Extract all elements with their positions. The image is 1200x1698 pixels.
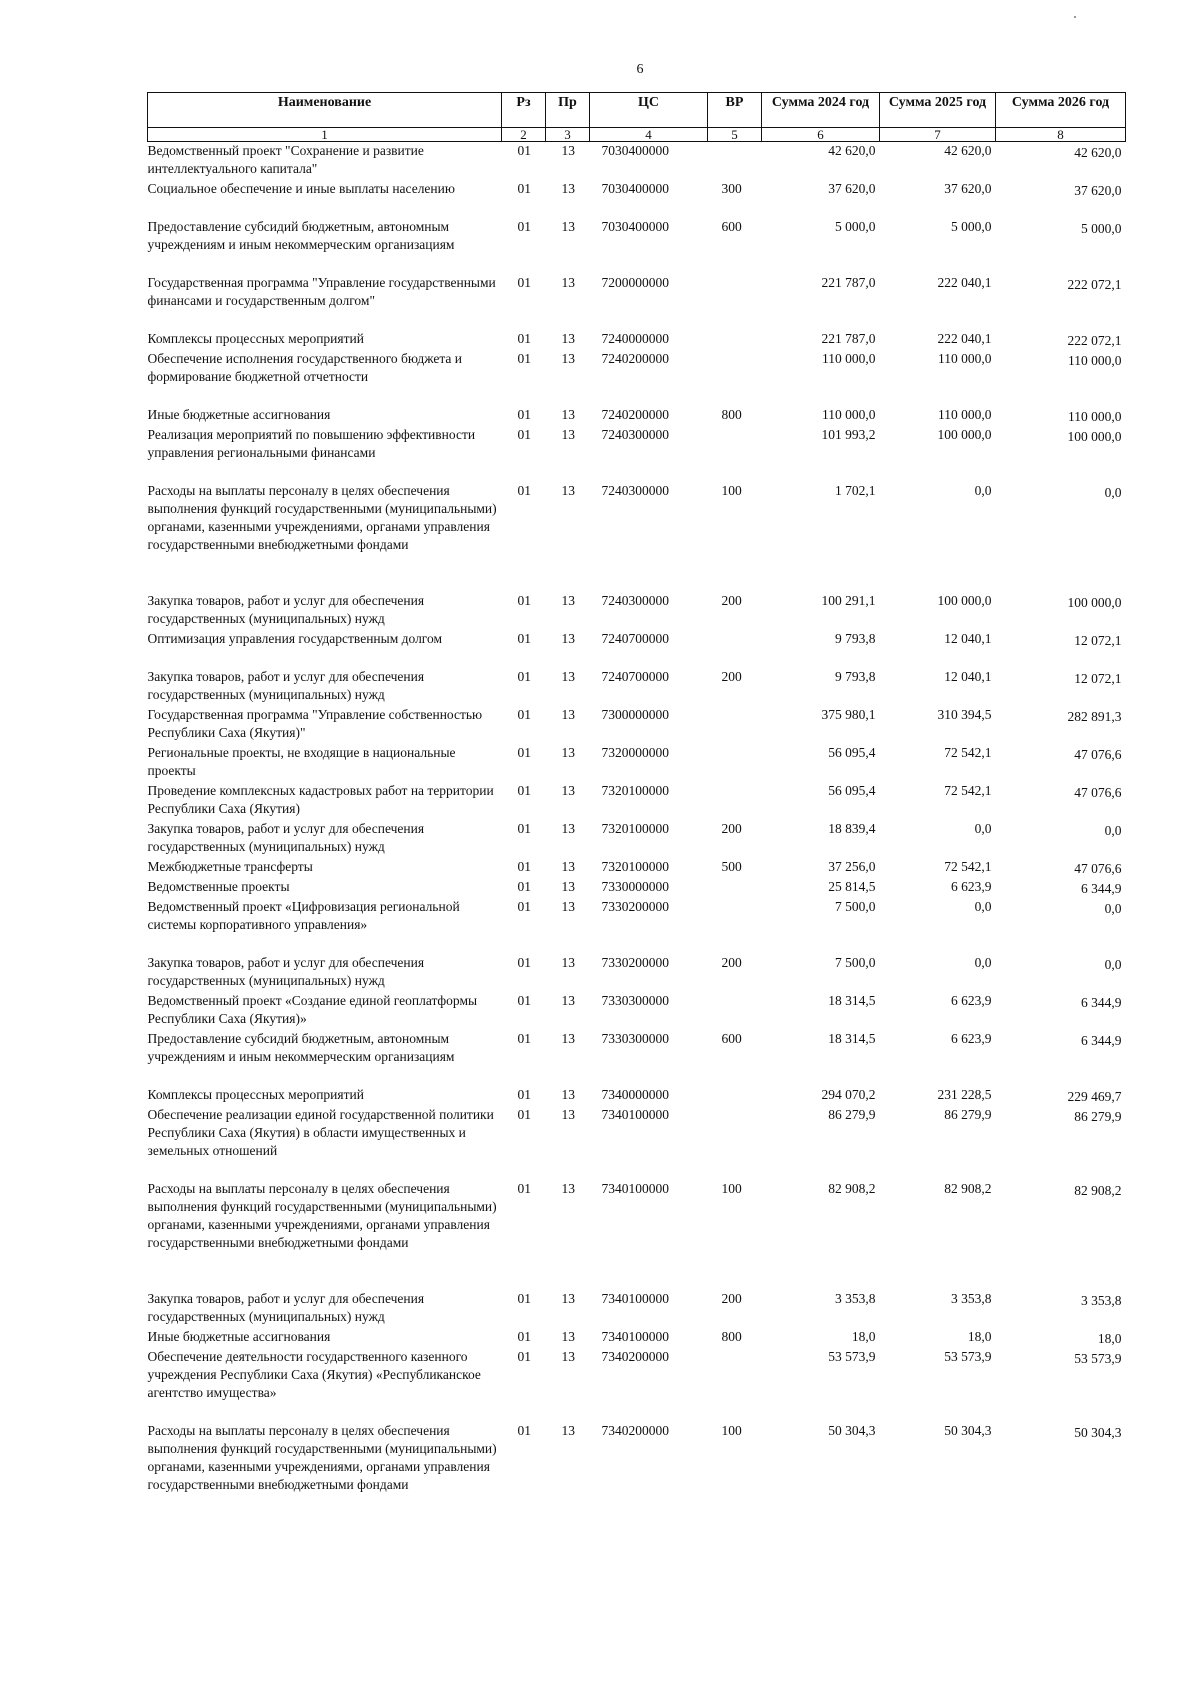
row-cs: 7240300000 — [601, 592, 669, 608]
row-sum-2026: 0,0 — [1104, 956, 1122, 972]
row-pr: 13 — [561, 406, 575, 422]
row-rz: 01 — [517, 820, 531, 836]
header-sum-2026: Сумма 2026 год — [996, 93, 1126, 128]
row-vr — [708, 878, 762, 898]
row-sum-2025: 72 542,1 — [944, 782, 992, 798]
header-name: Наименование — [148, 93, 502, 128]
table-row — [148, 330, 1126, 350]
row-sum-2025: 222 040,1 — [937, 274, 992, 290]
row-cs: 7330000000 — [601, 878, 669, 894]
row-rz: 01 — [517, 1086, 531, 1102]
row-vr: 200 — [721, 820, 742, 836]
row-vr — [708, 1106, 762, 1180]
row-cs: 7320100000 — [601, 782, 669, 798]
row-cs: 7340200000 — [601, 1348, 669, 1364]
row-rz: 01 — [517, 1422, 531, 1438]
row-name: Предоставление субсидий бюджетным, автономным учреждениям и иным некоммерческим организациям — [147, 218, 455, 252]
row-sum-2024: 86 279,9 — [828, 1106, 876, 1122]
row-pr: 13 — [561, 878, 575, 894]
row-cs: 7030400000 — [601, 218, 669, 234]
row-rz: 01 — [517, 1290, 531, 1306]
row-pr: 13 — [561, 898, 575, 914]
row-sum-2024: 110 000,0 — [822, 406, 876, 422]
row-vr — [708, 992, 762, 1030]
row-sum-2025: 0,0 — [974, 820, 992, 836]
header-sum-2024: Сумма 2024 год — [762, 93, 880, 128]
row-rz: 01 — [517, 1106, 531, 1122]
row-sum-2024: 18 314,5 — [828, 1030, 876, 1046]
row-sum-2025: 310 394,5 — [937, 706, 992, 722]
row-cs: 7340200000 — [601, 1422, 669, 1438]
row-pr: 13 — [561, 1030, 575, 1046]
row-vr: 200 — [721, 954, 742, 970]
row-pr: 13 — [561, 630, 575, 646]
row-cs: 7330300000 — [601, 992, 669, 1008]
row-sum-2024: 3 353,8 — [835, 1290, 876, 1306]
row-name: Предоставление субсидий бюджетным, автономным учреждениям и иным некоммерческим организациям — [147, 1030, 455, 1064]
row-sum-2025: 50 304,3 — [944, 1422, 992, 1438]
row-pr: 13 — [561, 1328, 575, 1344]
row-vr — [708, 898, 762, 954]
row-rz: 01 — [517, 954, 531, 970]
row-name: Ведомственный проект «Цифровизация региональной системы корпоративного управления» — [147, 898, 460, 932]
page-number: 6 — [636, 62, 644, 77]
row-name: Оптимизация управления государственным долгом — [147, 630, 443, 646]
row-cs: 7320000000 — [601, 744, 669, 760]
row-vr: 600 — [721, 218, 742, 234]
row-name: Межбюджетные трансферты — [147, 858, 313, 874]
column-number: 2 — [502, 128, 546, 142]
table-row — [148, 592, 1126, 630]
column-number: 6 — [762, 128, 880, 142]
row-vr — [708, 1086, 762, 1106]
row-sum-2024: 50 304,3 — [828, 1422, 876, 1438]
row-pr: 13 — [561, 180, 575, 196]
row-rz: 01 — [517, 592, 531, 608]
row-cs: 7340100000 — [601, 1180, 669, 1196]
row-name: Ведомственный проект "Сохранение и развитие интеллектуального капитала" — [147, 143, 424, 176]
row-sum-2024: 101 993,2 — [821, 426, 876, 442]
row-rz: 01 — [517, 630, 531, 646]
row-name: Комплексы процессных мероприятий — [147, 1086, 364, 1102]
table-row — [148, 706, 1126, 744]
row-sum-2026: 222 072,1 — [1067, 332, 1122, 348]
row-name: Ведомственный проект «Создание единой геоплатформы Республики Саха (Якутия)» — [147, 992, 478, 1026]
row-cs: 7240000000 — [601, 330, 669, 346]
row-sum-2026: 0,0 — [1104, 900, 1122, 916]
table-row — [148, 744, 1126, 782]
row-pr: 13 — [561, 706, 575, 722]
table-row — [148, 630, 1126, 668]
table-row — [148, 858, 1126, 878]
row-rz: 01 — [517, 350, 531, 366]
table-row — [148, 1180, 1126, 1290]
row-name: Комплексы процессных мероприятий — [147, 330, 364, 346]
table-row — [148, 180, 1126, 218]
header-rz: Рз — [502, 93, 546, 128]
row-sum-2024: 294 070,2 — [821, 1086, 876, 1102]
row-name: Расходы на выплаты персоналу в целях обеспечения выполнения функций государственными (муниципальными) органами, казенными учреждениями, органами управления государственными внебюджетными фондами — [147, 1180, 497, 1250]
row-sum-2025: 82 908,2 — [944, 1180, 992, 1196]
row-sum-2025: 231 228,5 — [937, 1086, 992, 1102]
row-sum-2026: 0,0 — [1104, 484, 1122, 500]
row-name: Обеспечение реализации единой государственной политики Республики Саха (Якутия) в области имущественных и земельных отношений — [147, 1106, 494, 1158]
row-cs: 7340100000 — [601, 1106, 669, 1122]
row-rz: 01 — [517, 1328, 531, 1344]
row-cs: 7340100000 — [601, 1290, 669, 1306]
row-rz: 01 — [517, 180, 531, 196]
row-pr: 13 — [561, 350, 575, 366]
row-sum-2025: 6 623,9 — [951, 1030, 992, 1046]
row-name: Социальное обеспечение и иные выплаты населению — [147, 180, 455, 196]
row-vr: 800 — [721, 406, 742, 422]
row-rz: 01 — [517, 744, 531, 760]
row-sum-2026: 12 072,1 — [1074, 670, 1122, 686]
row-sum-2026: 5 000,0 — [1081, 220, 1122, 236]
row-sum-2026: 110 000,0 — [1068, 352, 1122, 368]
table-row — [148, 1086, 1126, 1106]
row-pr: 13 — [561, 782, 575, 798]
row-sum-2024: 1 702,1 — [835, 482, 876, 498]
row-sum-2026: 86 279,9 — [1074, 1108, 1122, 1124]
table-row — [148, 350, 1126, 406]
row-sum-2024: 7 500,0 — [835, 898, 876, 914]
row-sum-2025: 6 623,9 — [951, 878, 992, 894]
row-cs: 7330300000 — [601, 1030, 669, 1046]
row-sum-2025: 0,0 — [974, 954, 992, 970]
row-sum-2024: 18 314,5 — [828, 992, 876, 1008]
row-sum-2026: 47 076,6 — [1074, 860, 1122, 876]
budget-table — [147, 92, 1126, 1512]
row-rz: 01 — [517, 1180, 531, 1196]
row-name: Проведение комплексных кадастровых работ на территории Республики Саха (Якутия) — [147, 782, 494, 816]
row-pr: 13 — [561, 992, 575, 1008]
row-vr: 800 — [721, 1328, 742, 1344]
row-sum-2026: 100 000,0 — [1067, 594, 1122, 610]
row-rz: 01 — [517, 1030, 531, 1046]
row-sum-2026: 282 891,3 — [1067, 708, 1122, 724]
row-sum-2025: 222 040,1 — [937, 330, 992, 346]
row-sum-2024: 56 095,4 — [828, 782, 876, 798]
table-row — [148, 406, 1126, 426]
row-sum-2024: 37 256,0 — [828, 858, 876, 874]
row-sum-2024: 42 620,0 — [828, 143, 876, 158]
table-row — [148, 426, 1126, 482]
row-sum-2025: 12 040,1 — [944, 630, 992, 646]
table-row — [148, 954, 1126, 992]
row-sum-2026: 47 076,6 — [1074, 746, 1122, 762]
row-pr: 13 — [561, 143, 575, 158]
row-sum-2024: 82 908,2 — [828, 1180, 876, 1196]
row-name: Региональные проекты, не входящие в национальные проекты — [147, 744, 456, 778]
row-vr — [708, 1348, 762, 1422]
row-sum-2024: 375 980,1 — [821, 706, 876, 722]
row-cs: 7330200000 — [601, 898, 669, 914]
row-vr — [708, 744, 762, 782]
row-cs: 7340100000 — [601, 1328, 669, 1344]
row-sum-2025: 3 353,8 — [951, 1290, 992, 1306]
row-name: Расходы на выплаты персоналу в целях обеспечения выполнения функций государственными (муниципальными) органами, казенными учреждениями, органами управления государственными внебюджетными фондами — [147, 1422, 497, 1492]
row-cs: 7340000000 — [601, 1086, 669, 1102]
row-cs: 7240200000 — [601, 406, 669, 422]
row-vr — [708, 274, 762, 330]
row-cs: 7240200000 — [601, 350, 669, 366]
row-vr — [708, 330, 762, 350]
row-sum-2025: 53 573,9 — [944, 1348, 992, 1364]
row-sum-2024: 53 573,9 — [828, 1348, 876, 1364]
row-rz: 01 — [517, 218, 531, 234]
row-pr: 13 — [561, 744, 575, 760]
row-vr — [708, 426, 762, 482]
row-sum-2025: 110 000,0 — [938, 350, 992, 366]
table-row — [148, 820, 1126, 858]
table-row — [148, 142, 1126, 180]
row-sum-2025: 12 040,1 — [944, 668, 992, 684]
header-vr: ВР — [708, 93, 762, 128]
row-rz: 01 — [517, 406, 531, 422]
row-sum-2024: 100 291,1 — [821, 592, 876, 608]
row-rz: 01 — [517, 274, 531, 290]
row-pr: 13 — [561, 1106, 575, 1122]
row-cs: 7240300000 — [601, 482, 669, 498]
row-sum-2026: 6 344,9 — [1081, 880, 1122, 896]
row-sum-2026: 110 000,0 — [1068, 408, 1122, 424]
row-sum-2025: 86 279,9 — [944, 1106, 992, 1122]
row-rz: 01 — [517, 992, 531, 1008]
row-sum-2024: 221 787,0 — [821, 274, 876, 290]
row-sum-2026: 100 000,0 — [1067, 428, 1122, 444]
row-rz: 01 — [517, 1348, 531, 1364]
row-pr: 13 — [561, 218, 575, 234]
row-pr: 13 — [561, 820, 575, 836]
row-rz: 01 — [517, 706, 531, 722]
row-vr: 600 — [721, 1030, 742, 1046]
row-sum-2024: 18 839,4 — [828, 820, 876, 836]
header-row — [148, 93, 1126, 128]
row-sum-2026: 53 573,9 — [1074, 1350, 1122, 1366]
row-rz: 01 — [517, 426, 531, 442]
row-name: Закупка товаров, работ и услуг для обеспечения государственных (муниципальных) нужд — [147, 668, 425, 702]
table-row — [148, 1030, 1126, 1086]
row-rz: 01 — [517, 878, 531, 894]
row-sum-2026: 229 469,7 — [1067, 1088, 1122, 1104]
row-cs: 7030400000 — [601, 143, 669, 158]
row-sum-2024: 9 793,8 — [835, 668, 876, 684]
row-cs: 7240300000 — [601, 426, 669, 442]
row-rz: 01 — [517, 482, 531, 498]
column-number: 1 — [148, 128, 502, 142]
row-name: Закупка товаров, работ и услуг для обеспечения государственных (муниципальных) нужд — [147, 954, 425, 988]
row-name: Государственная программа "Управление собственностью Республики Саха (Якутия)" — [147, 706, 483, 740]
row-sum-2025: 5 000,0 — [951, 218, 992, 234]
row-cs: 7330200000 — [601, 954, 669, 970]
row-vr — [708, 630, 762, 668]
row-rz: 01 — [517, 143, 531, 158]
row-sum-2026: 42 620,0 — [1074, 145, 1122, 160]
row-name: Закупка товаров, работ и услуг для обеспечения государственных (муниципальных) нужд — [147, 820, 425, 854]
row-sum-2024: 9 793,8 — [835, 630, 876, 646]
row-sum-2025: 100 000,0 — [937, 592, 992, 608]
row-cs: 7320100000 — [601, 858, 669, 874]
row-pr: 13 — [561, 482, 575, 498]
row-pr: 13 — [561, 1086, 575, 1102]
row-vr — [708, 350, 762, 406]
column-number: 7 — [880, 128, 996, 142]
row-sum-2025: 6 623,9 — [951, 992, 992, 1008]
row-vr: 100 — [721, 1180, 742, 1196]
row-sum-2026: 222 072,1 — [1067, 276, 1122, 292]
row-cs: 7030400000 — [601, 180, 669, 196]
row-sum-2025: 110 000,0 — [938, 406, 992, 422]
row-sum-2025: 18,0 — [967, 1328, 992, 1344]
table-row — [148, 898, 1126, 954]
column-number: 3 — [546, 128, 590, 142]
row-name: Ведомственные проекты — [147, 878, 290, 894]
row-rz: 01 — [517, 858, 531, 874]
row-sum-2025: 72 542,1 — [944, 858, 992, 874]
row-sum-2024: 5 000,0 — [835, 218, 876, 234]
row-name: Государственная программа "Управление государственными финансами и государственным долгом" — [147, 274, 496, 308]
row-pr: 13 — [561, 592, 575, 608]
row-sum-2026: 0,0 — [1104, 822, 1122, 838]
row-pr: 13 — [561, 858, 575, 874]
row-vr — [708, 142, 762, 180]
row-name: Закупка товаров, работ и услуг для обеспечения государственных (муниципальных) нужд — [147, 1290, 425, 1324]
row-sum-2025: 72 542,1 — [944, 744, 992, 760]
row-rz: 01 — [517, 898, 531, 914]
row-pr: 13 — [561, 274, 575, 290]
table-row — [148, 218, 1126, 274]
row-name: Расходы на выплаты персоналу в целях обеспечения выполнения функций государственными (муниципальными) органами, казенными учреждениями, органами управления государственными внебюджетными фондами — [147, 482, 497, 552]
row-vr: 200 — [721, 668, 742, 684]
table-row — [148, 274, 1126, 330]
row-pr: 13 — [561, 668, 575, 684]
row-cs: 7300000000 — [601, 706, 669, 722]
column-number: 4 — [590, 128, 708, 142]
row-cs: 7320100000 — [601, 820, 669, 836]
row-pr: 13 — [561, 1180, 575, 1196]
header-cs: ЦС — [590, 93, 708, 128]
column-number: 8 — [996, 128, 1126, 142]
row-sum-2026: 6 344,9 — [1081, 994, 1122, 1010]
table-row — [148, 1328, 1126, 1348]
table-row — [148, 482, 1126, 592]
table-row — [148, 992, 1126, 1030]
row-sum-2025: 0,0 — [974, 898, 992, 914]
row-name: Иные бюджетные ассигнования — [147, 406, 331, 422]
row-sum-2026: 82 908,2 — [1074, 1182, 1122, 1198]
row-sum-2024: 110 000,0 — [822, 350, 876, 366]
row-sum-2026: 3 353,8 — [1081, 1292, 1122, 1308]
row-name: Иные бюджетные ассигнования — [147, 1328, 331, 1344]
table-row — [148, 878, 1126, 898]
row-sum-2024: 7 500,0 — [835, 954, 876, 970]
row-rz: 01 — [517, 782, 531, 798]
row-pr: 13 — [561, 426, 575, 442]
column-number: 5 — [708, 128, 762, 142]
table-body — [148, 142, 1126, 1512]
row-rz: 01 — [517, 330, 531, 346]
row-sum-2025: 100 000,0 — [937, 426, 992, 442]
row-name: Обеспечение исполнения государственного бюджета и формирование бюджетной отчетности — [147, 350, 462, 384]
row-vr: 300 — [721, 180, 742, 196]
table-row — [148, 1106, 1126, 1180]
row-sum-2026: 37 620,0 — [1074, 182, 1122, 198]
scan-artifact — [1074, 16, 1076, 18]
row-pr: 13 — [561, 1290, 575, 1306]
header-pr: Пр — [546, 93, 590, 128]
row-name: Закупка товаров, работ и услуг для обеспечения государственных (муниципальных) нужд — [147, 592, 425, 626]
row-sum-2026: 18,0 — [1097, 1330, 1122, 1346]
table-row — [148, 1290, 1126, 1328]
row-sum-2026: 50 304,3 — [1074, 1424, 1122, 1440]
row-pr: 13 — [561, 330, 575, 346]
row-sum-2026: 47 076,6 — [1074, 784, 1122, 800]
row-sum-2025: 0,0 — [974, 482, 992, 498]
row-vr — [708, 782, 762, 820]
row-sum-2024: 25 814,5 — [828, 878, 876, 894]
row-cs: 7200000000 — [601, 274, 669, 290]
row-sum-2025: 37 620,0 — [944, 180, 992, 196]
row-vr: 200 — [721, 592, 742, 608]
row-name: Реализация мероприятий по повышению эффективности управления региональными финансами — [147, 426, 476, 460]
row-vr — [708, 706, 762, 744]
table-row — [148, 1422, 1126, 1512]
row-vr: 500 — [721, 858, 742, 874]
row-vr: 100 — [721, 482, 742, 498]
row-sum-2025: 42 620,0 — [944, 143, 992, 158]
row-sum-2026: 6 344,9 — [1081, 1032, 1122, 1048]
row-sum-2026: 12 072,1 — [1074, 632, 1122, 648]
table-row — [148, 782, 1126, 820]
row-pr: 13 — [561, 1348, 575, 1364]
row-vr: 200 — [721, 1290, 742, 1306]
row-cs: 7240700000 — [601, 630, 669, 646]
row-sum-2024: 221 787,0 — [821, 330, 876, 346]
row-cs: 7240700000 — [601, 668, 669, 684]
table-row — [148, 1348, 1126, 1422]
row-sum-2024: 18,0 — [851, 1328, 876, 1344]
row-sum-2024: 37 620,0 — [828, 180, 876, 196]
row-name: Обеспечение деятельности государственного казенного учреждения Республики Саха (Якутия) «Республиканское агентство имущества» — [147, 1348, 481, 1400]
row-sum-2024: 56 095,4 — [828, 744, 876, 760]
row-rz: 01 — [517, 668, 531, 684]
row-pr: 13 — [561, 954, 575, 970]
row-pr: 13 — [561, 1422, 575, 1438]
column-number-row — [148, 128, 1126, 142]
header-sum-2025: Сумма 2025 год — [880, 93, 996, 128]
table-row — [148, 668, 1126, 706]
row-vr: 100 — [721, 1422, 742, 1438]
